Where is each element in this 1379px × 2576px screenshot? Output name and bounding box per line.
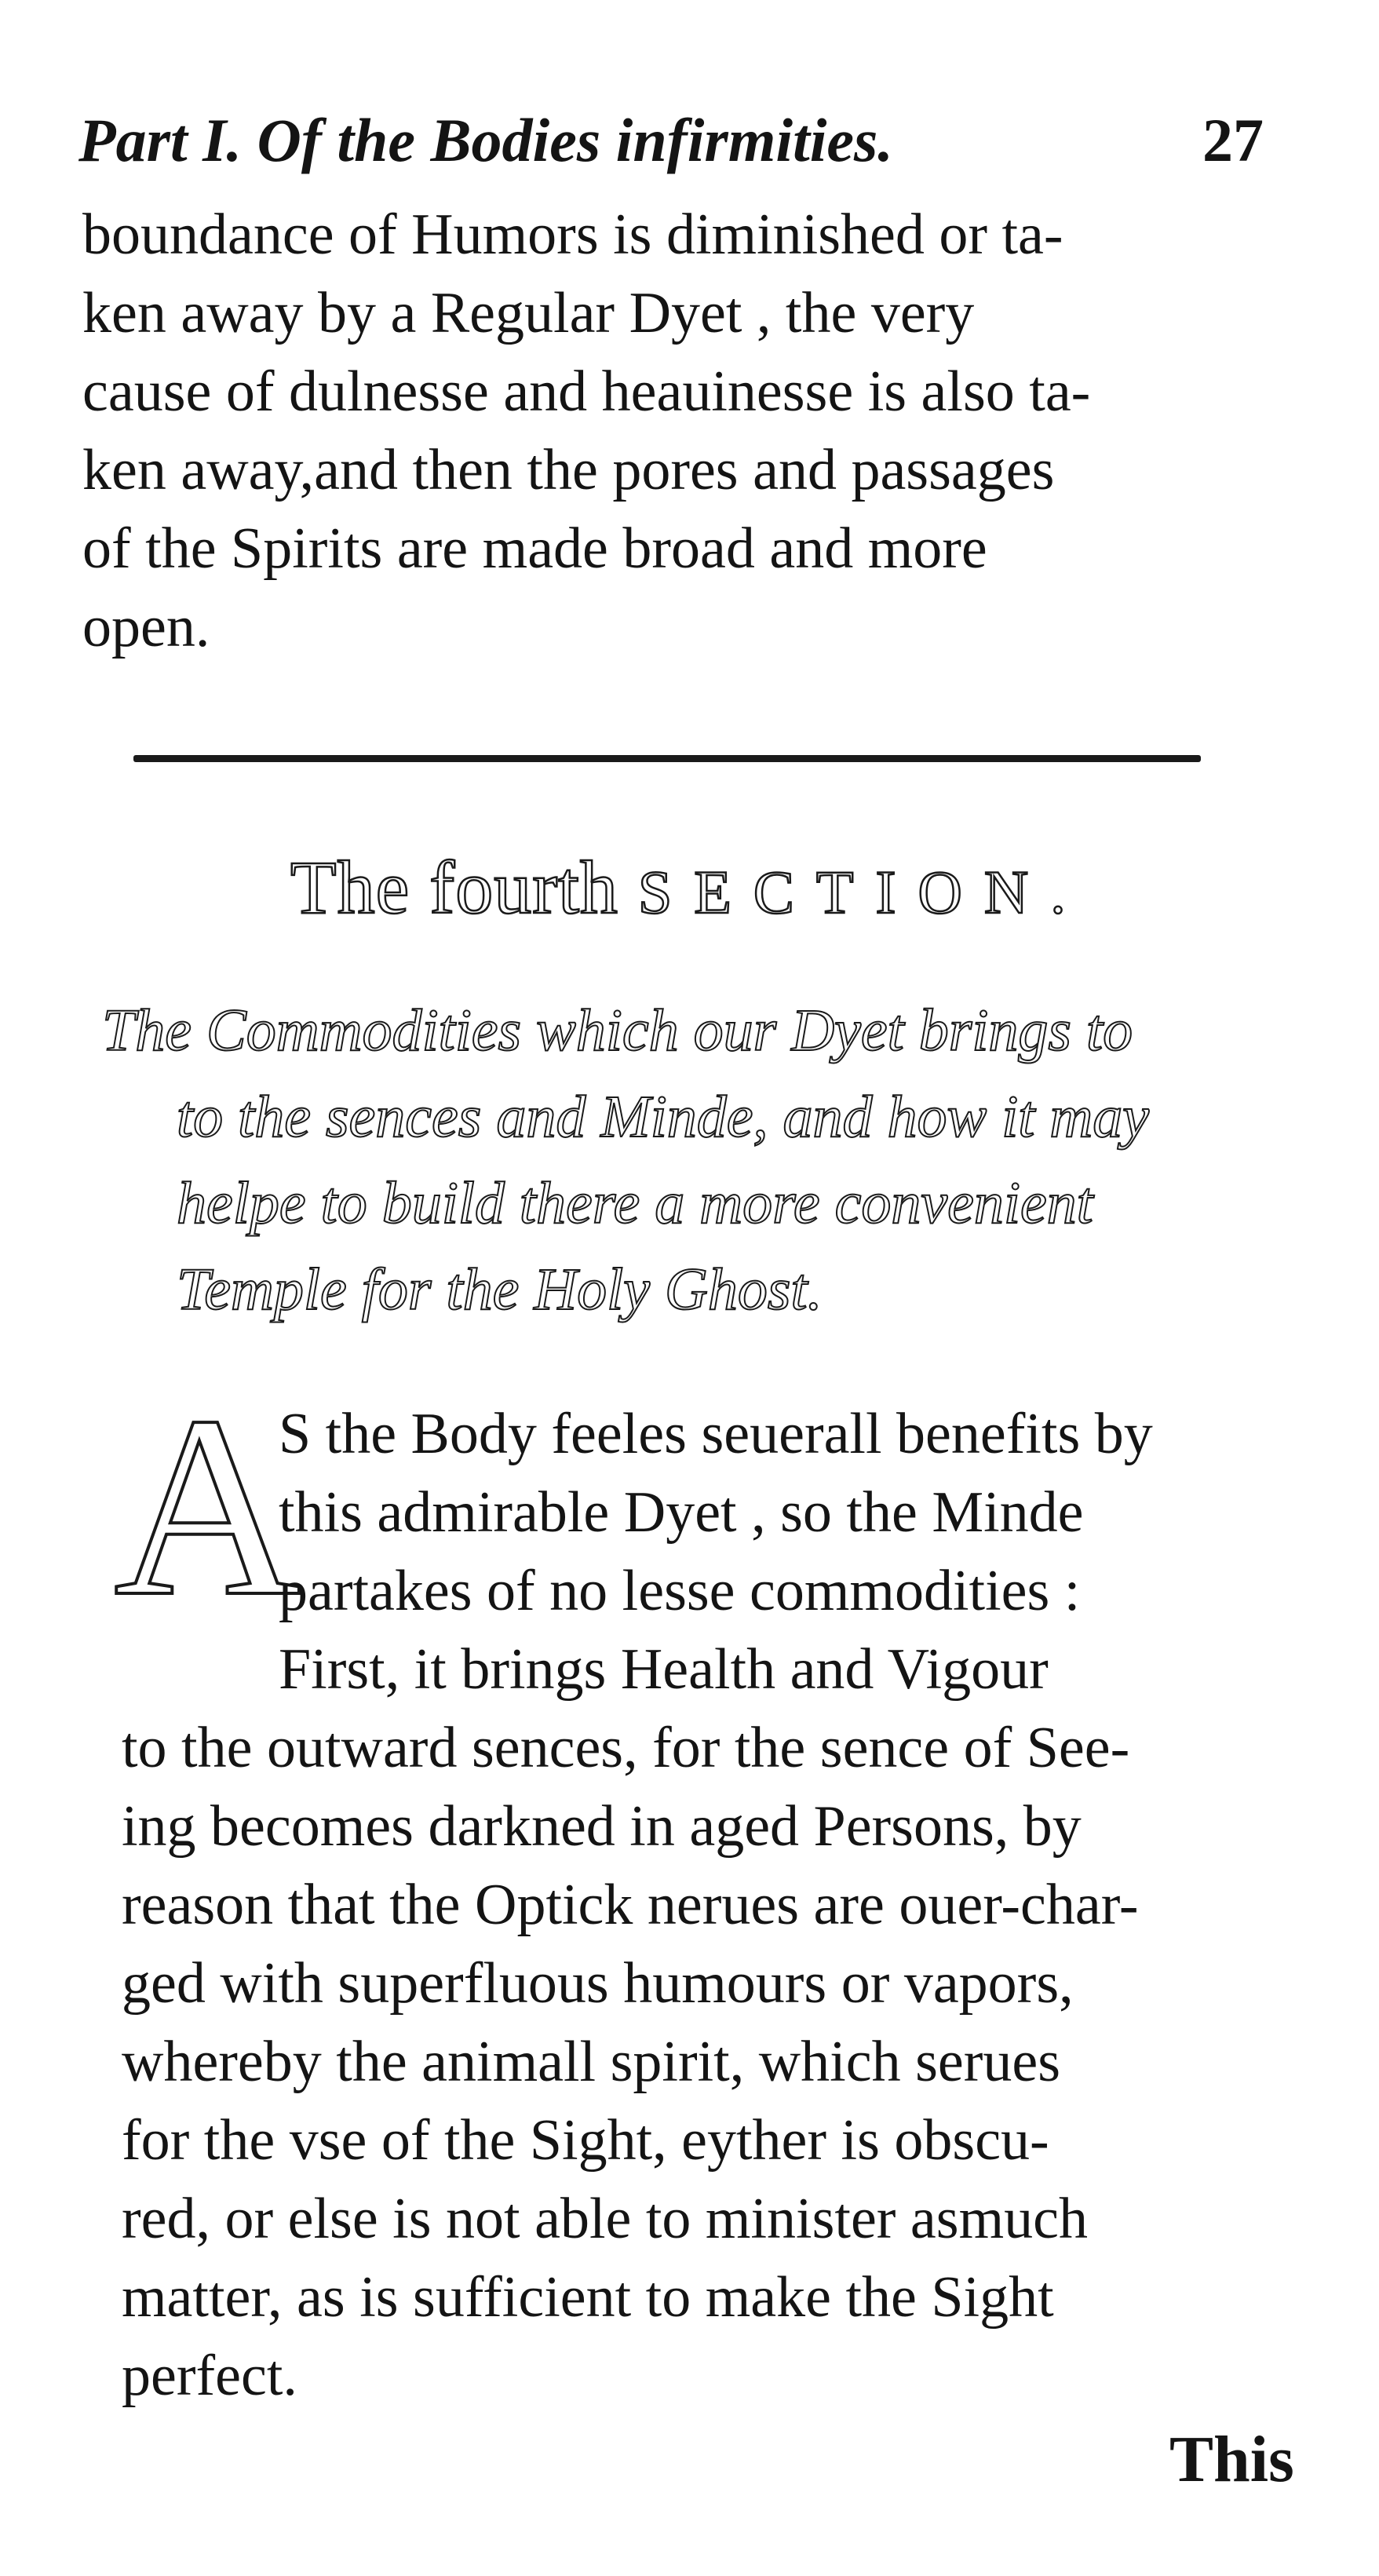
section-heading-word: The fourth bbox=[290, 845, 618, 929]
body-line: to the outward sences, for the sence of See- bbox=[122, 1716, 1130, 1780]
section-summary-line: Temple for the Holy Ghost. bbox=[177, 1257, 823, 1323]
body-line: S the Body feeles seuerall benefits by bbox=[279, 1402, 1153, 1466]
body-line: ged with superfluous humours or vapors, bbox=[122, 1951, 1074, 2016]
section-divider bbox=[133, 755, 1201, 762]
body-line: reason that the Optick nerues are ouer-char- bbox=[122, 1873, 1139, 1937]
drop-cap: A bbox=[114, 1363, 301, 1650]
body-line: perfect. bbox=[122, 2344, 297, 2408]
section-heading bbox=[290, 844, 1088, 931]
running-title: Part I. Of the Bodies infirmities. bbox=[78, 106, 893, 174]
body-line: whereby the animall spirit, which serues bbox=[122, 2030, 1060, 2094]
body-line: matter, as is sufficient to make the Sight bbox=[122, 2265, 1054, 2330]
section-summary-line: The Commodities which our Dyet brings to bbox=[102, 998, 1133, 1064]
body-line: for the vse of the Sight, eyther is obscu- bbox=[122, 2108, 1049, 2173]
section-summary-line: to the sences and Minde, and how it may bbox=[177, 1084, 1150, 1150]
text-line: boundance of Humors is diminished or ta- bbox=[82, 203, 1063, 267]
running-header bbox=[78, 106, 1264, 174]
text-line: ken away by a Regular Dyet , the very bbox=[82, 281, 975, 345]
body-line: ing becomes darkned in aged Persons, by bbox=[122, 1794, 1082, 1859]
text-line: ken away,and then the pores and passages bbox=[82, 438, 1055, 502]
body-line: red, or else is not able to minister asmuch bbox=[122, 2187, 1088, 2251]
text-line: cause of dulnesse and heauinesse is also ta- bbox=[82, 359, 1091, 424]
text-line: of the Spirits are made broad and more bbox=[82, 516, 987, 581]
catchword: This bbox=[1169, 2423, 1294, 2496]
page-number: 27 bbox=[1202, 106, 1264, 174]
body-line: partakes of no lesse commodities : bbox=[279, 1559, 1081, 1623]
body-line: this admirable Dyet , so the Minde bbox=[279, 1480, 1084, 1545]
section-summary-line: helpe to build there a more convenient bbox=[177, 1170, 1093, 1236]
body-line: First, it brings Health and Vigour bbox=[279, 1637, 1049, 1702]
text-line: open. bbox=[82, 595, 210, 659]
section-heading-smallcaps: SECTION. bbox=[637, 858, 1088, 926]
